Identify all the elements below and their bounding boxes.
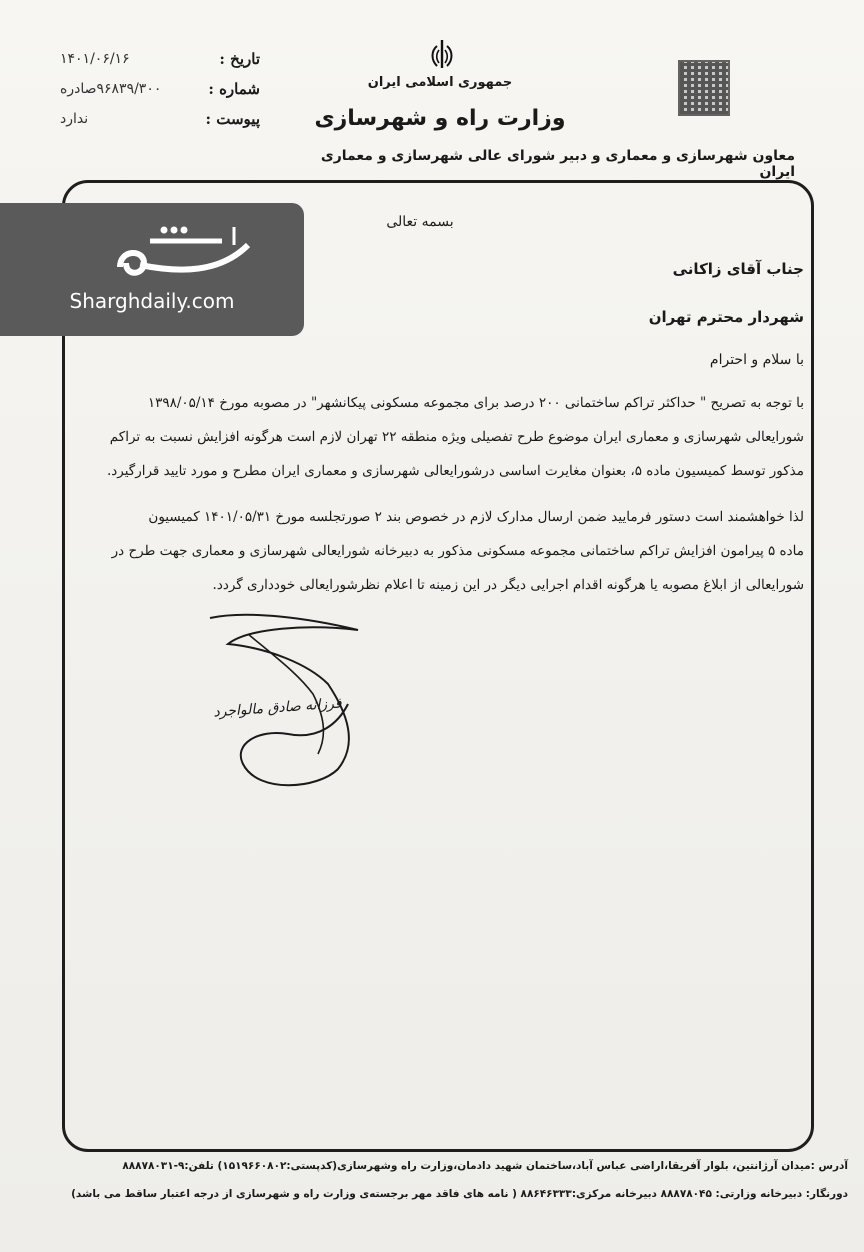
sharghdaily-watermark [0,203,304,336]
attachment-row [60,104,260,134]
paragraph-line: لذا خواهشمند است دستور فرمایید ضمن ارسال مدارک لازم در خصوص بند ۲ صورتجلسه مورخ ۱۴۰۱/۰۵/۳۱ کمیسیون [148,509,804,525]
qr-code [678,60,730,116]
basmala: بسمه تعالی [386,214,454,230]
letter-meta [60,44,260,134]
date-label: تاریخ : [219,50,260,68]
footer-address: آدرس :میدان آرژانتین، بلوار آفریقا،اراضی عباس آباد،ساختمان شهید دادمان،وزارت راه وشهرسازی(کدپستی:۱۵۱۹۶۶۰۸۰۲) تلفن:۹-۸۸۸۷۸۰۳۱ [122,1160,848,1172]
iran-emblem-icon [426,38,458,72]
paragraph-2 [64,500,804,602]
government-title: جمهوری اسلامی ایران [367,75,513,90]
number-row [60,74,260,104]
signer-name: فرزانه صادق مالواجرد [212,695,343,721]
watermark-site: Sharghdaily.com [69,289,235,313]
paragraph-1 [64,386,804,488]
attachment-label: پیوست : [205,110,260,128]
date-row [60,44,260,74]
shargh-logo-icon [110,215,260,285]
footer-fax: دورنگار: دبیرخانه وزارتی: ۸۸۸۷۸۰۴۵ دبیرخانه مرکزی:۸۸۶۴۶۳۳۳ ( نامه های فاقد مهر برجسته‌ی وزارت راه و شهرسازی از درجه اعتبار ساقط می باشد) [71,1188,848,1200]
number-value: ۹۶۸۳۹/۳۰۰صادره [60,81,162,97]
paragraph-line: مذکور توسط کمیسیون ماده ۵، بعنوان مغایرت اساسی درشورایعالی شهرسازی و معماری ایران مطرح و مورد تایید قرارگیرد. [106,463,804,479]
date-value: ۱۴۰۱/۰۶/۱۶ [60,51,130,67]
attachment-value: ندارد [60,111,89,127]
ministry-title: وزارت راه و شهرسازی [314,106,566,131]
paragraph-line: شورایعالی از ابلاغ مصوبه یا هرگونه اقدام اجرایی دیگر در این زمینه تا اعلام نظرشورایعالی خودداری گردد. [212,577,804,593]
paragraph-line: ماده ۵ پیرامون افزایش تراکم ساختمانی مجموعه مسکونی مذکور به دبیرخانه شورایعالی شهرسازی و معماری جهت طرح در [111,543,804,559]
addressee-title: شهردار محترم تهران [648,308,804,326]
paragraph-line: با توجه به تصریح " حداکثر تراکم ساختمانی ۲۰۰ درصد برای مجموعه مسکونی پیکانشهر" در مصوبه مورخ ۱۳۹۸/۰۵/۱۴ [147,395,804,411]
deputy-title: معاون شهرسازی و معماری و دبیر شورای عالی شهرسازی و معماری ایران [320,148,795,180]
number-label: شماره : [208,80,260,98]
paragraph-line: شورایعالی شهرسازی و معماری ایران موضوع طرح تفصیلی ویژه منطقه ۲۲ تهران لازم است هرگونه افزایش نسبت به تراکم [109,429,804,445]
addressee-name: جناب آقای زاکانی [672,260,804,278]
greeting: با سلام و احترام [709,352,804,368]
